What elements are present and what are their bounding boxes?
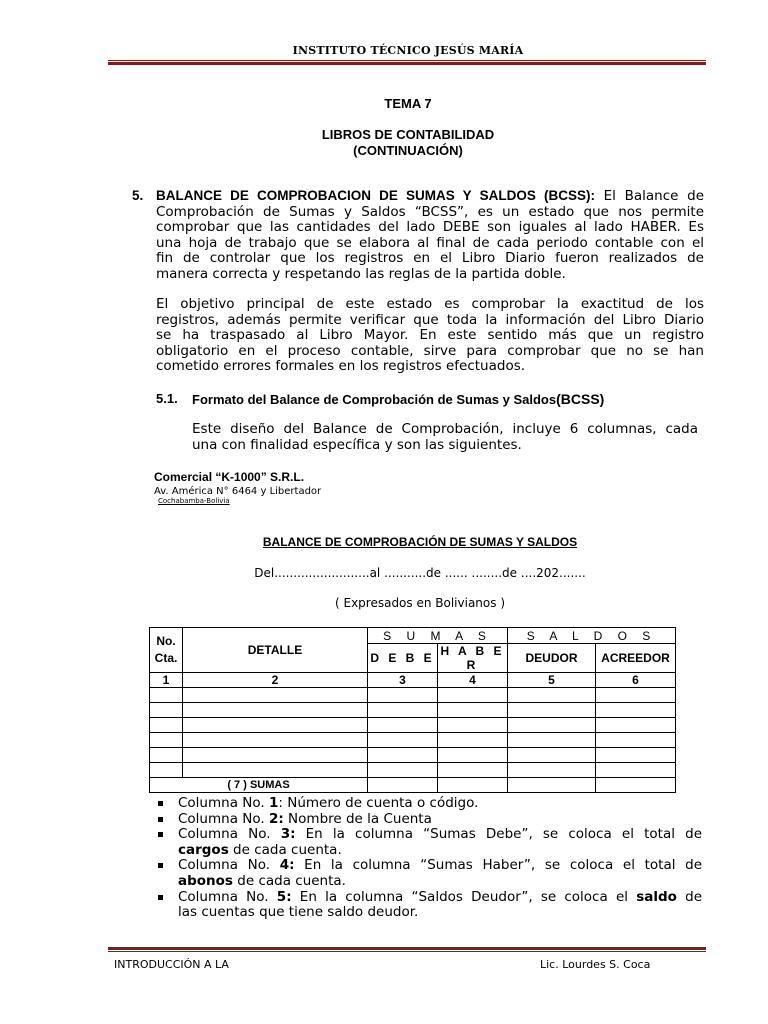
group-header-saldos: S A L D O S [508,628,676,644]
company-city: Cochabamba-Bolivia [158,497,230,505]
para-line: El objetivo principal de este estado es comprobar la exactitud de los [156,296,704,312]
para-line: una con finalidad específica y son las siguientes. [192,436,522,453]
col-header-debe: D E B E [368,644,438,673]
para-line: registros, además permite verificar que toda la información del Libro Diario [156,311,704,328]
header-rule [108,60,706,65]
section-heading: BALANCE DE COMPROBACION DE SUMAS Y SALDOS (BCSS): [156,188,595,203]
col-number: 4 [438,673,508,688]
footer-left-text: INTRODUCCIÓN A LA [114,958,229,971]
institution-header: INSTITUTO TÉCNICO JESÚS MARÍA [292,44,524,57]
section-number: 5. [132,188,144,203]
table-row [150,718,676,733]
currency-note: ( Expresados en Bolivianos ) [334,596,505,610]
subsection-number: 5.1. [156,391,178,406]
bullet-square-icon [158,895,163,900]
col-header-acreedor: ACREEDOR [596,644,676,673]
para-line: se ha traspasado al Libro Mayor. En este sentido más que un registro [156,327,704,344]
subsection-paragraph [192,422,698,453]
column-description-list [156,796,702,921]
list-item: Columna No. 1: Número de cuenta o código. [156,796,702,812]
tema-title: TEMA 7 [384,96,432,111]
para-line: Este diseño del Balance de Comprobación, incluye 6 columnas, cada [192,421,698,437]
continuation-title: (CONTINUACIÓN) [353,143,463,158]
footer-rule [108,947,706,952]
company-name: Comercial “K-1000” S.R.L. [154,470,305,484]
table-row [150,748,676,763]
bullet-square-icon [158,863,163,868]
subsection-title [192,391,604,407]
subsection-title-text: Formato del Balance de Comprobación de Sumas y Saldos [192,392,557,407]
col-header-detalle: DETALLE [183,628,368,673]
bullet-square-icon [158,832,163,837]
para-line: cometido errores formales en los registros efectuados. [156,358,526,375]
para-line: manera correcta y respetando las reglas de la partida doble. [156,265,566,282]
subsection-title-suffix: (BCSS) [556,391,605,407]
table-row [150,733,676,748]
group-header-sumas: S U M A S [368,628,508,644]
balance-table [149,627,676,793]
para-line: una hoja de trabajo que se elabora al final de cada periodo contable con el [156,234,704,251]
para-line: El Balance de [603,188,705,204]
col-header-account-no: No. Cta. [150,628,183,673]
col-header-haber: H A B E R [438,644,508,673]
sumas-label: ( 7 ) SUMAS [150,778,368,793]
company-address: Av. América N° 6464 y Libertador [154,486,322,497]
para-line: Comprobación de Sumas y Saldos “BCSS”, es un estado que nos permite [156,203,704,220]
list-item: Columna No. 3: En la columna “Sumas Debe”, se coloca el total de cargos de cada cuenta. [156,827,702,858]
footer-right-text: Lic. Lourdes S. Coca [540,958,651,971]
table-row [150,763,676,778]
col-number: 1 [150,673,183,688]
list-item: Columna No. 5: En la columna “Saldos Deudor”, se coloca el saldo de las cuentas que tiene saldo deudor. [156,890,702,921]
col-number: 5 [508,673,596,688]
col-header-deudor: DEUDOR [508,644,596,673]
list-item: Columna No. 4: En la columna “Sumas Haber”, se coloca el total de abonos de cada cuenta. [156,858,702,889]
table-row [150,688,676,703]
bullet-square-icon [158,801,163,806]
section-5-paragraph [156,188,704,283]
para-line: fin de controlar que los registros en el Libro Diario fueron realizados de [156,250,704,267]
table-row [150,703,676,718]
subject-title: LIBROS DE CONTABILIDAD [321,127,495,142]
balance-title: BALANCE DE COMPROBACIÓN DE SUMAS Y SALDOS [262,535,578,549]
sumas-row [150,778,676,793]
col-number: 6 [596,673,676,688]
para-line: comprobar que las cantidades del lado DEBE son iguales al lado HABER. Es [156,219,704,236]
col-number: 2 [183,673,368,688]
period-line: Del.........................al ...........de ...... ........de ....202....... [254,566,586,580]
para-line: obligatorio en el proceso contable, sirve para comprobar que no se han [156,342,704,359]
objective-paragraph [156,297,704,375]
bullet-square-icon [158,817,163,822]
col-number: 3 [368,673,438,688]
list-item: Columna No. 2: Nombre de la Cuenta [156,812,702,828]
